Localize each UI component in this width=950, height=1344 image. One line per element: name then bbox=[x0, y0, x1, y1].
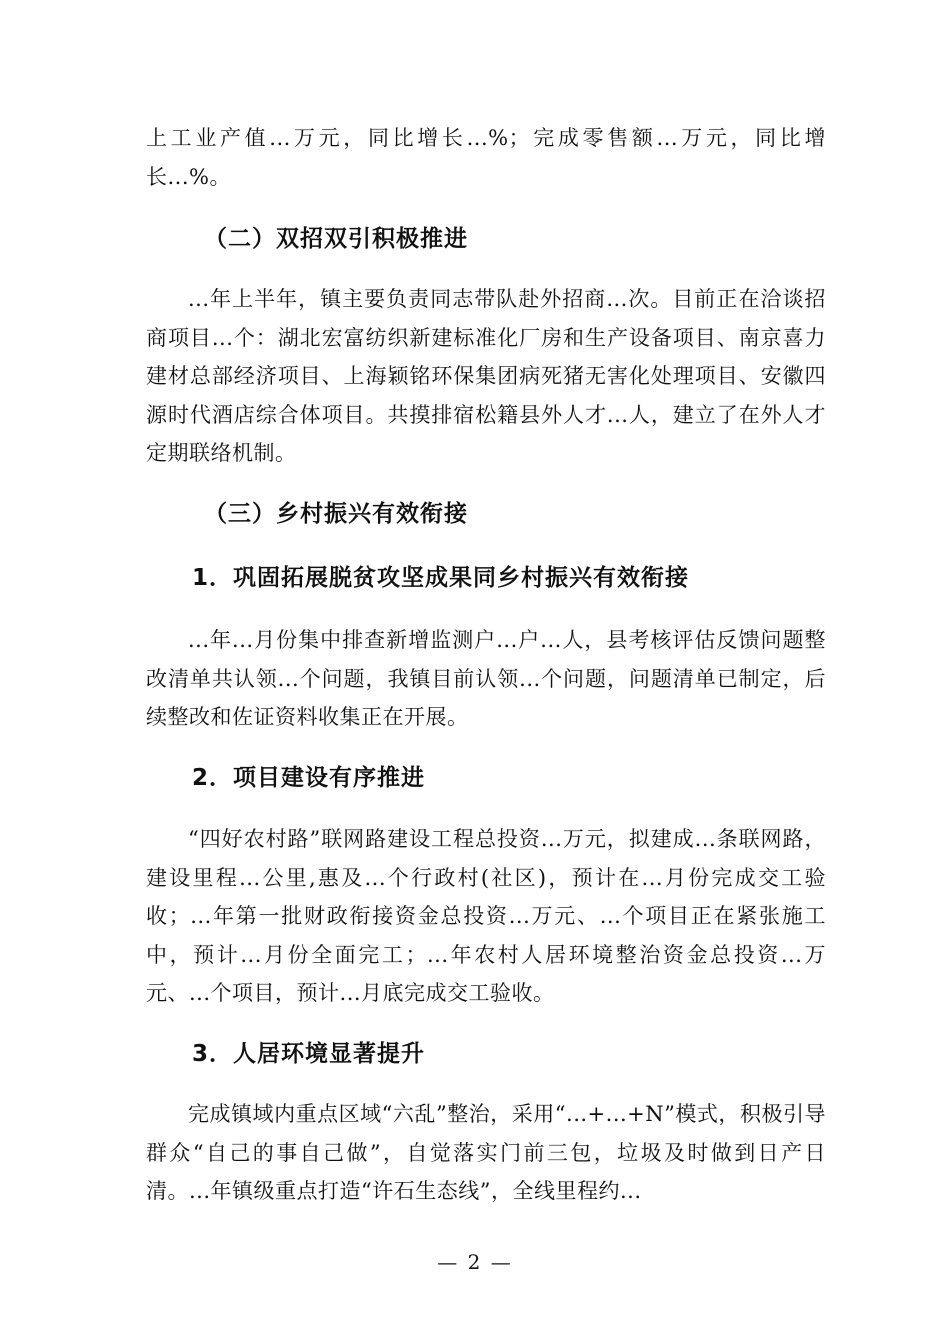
paragraph-section-2: ...年上半年，镇主要负责同志带队赴外招商...次。目前正在洽谈招商项目...个：湖北宏富纺织新建标准化厂房和生产设备项目、南京喜力建材总部经济项目、上海颖铭环保集团病死猪无害化处理项目、安徽四源时代酒店综合体项目。共摸排宿松籍县外人才...人，建立了在外人才定期联络机制。 bbox=[146, 287, 826, 465]
subheading-3: 3．人居环境显著提升 bbox=[192, 1041, 426, 1067]
page-number: — 2 — bbox=[437, 1250, 513, 1274]
section-heading-3: （三）乡村振兴有效衔接 bbox=[204, 501, 468, 527]
paragraph-sub-3: 完成镇域内重点区域“六乱”整治，采用“...+...+N”模式，积极引导群众“自己的事自己做”，自觉落实门前三包，垃圾及时做到日产日清。...年镇级重点打造“许石生态线”，全线里程约... bbox=[146, 1102, 826, 1203]
section-heading-2: （二）双招双引积极推进 bbox=[204, 226, 468, 252]
subheading-2: 2．项目建设有序推进 bbox=[192, 765, 426, 791]
subheading-1: 1．巩固拓展脱贫攻坚成果同乡村振兴有效衔接 bbox=[192, 565, 690, 591]
paragraph-sub-2: “四好农村路”联网路建设工程总投资...万元，拟建成...条联网路，建设里程...公里,惠及...个行政村(社区)，预计在...月份完成交工验收；...年第一批财政衔接资金总投资...万元、...个项目正在紧张施工中，预计...月份全面完工；...年农村人居环境整治资金总投资...万元、...个项目，预计...月底完成交工验收。 bbox=[146, 827, 826, 1005]
paragraph-sub-1: ...年...月份集中排查新增监测户...户...人，县考核评估反馈问题整改清单共认领...个问题，我镇目前认领...个问题，问题清单已制定，后续整改和佐证资料收集正在开展。 bbox=[146, 628, 826, 729]
paragraph-intro-end: 上工业产值...万元，同比增长...%；完成零售额...万元，同比增长...%。 bbox=[146, 126, 826, 189]
